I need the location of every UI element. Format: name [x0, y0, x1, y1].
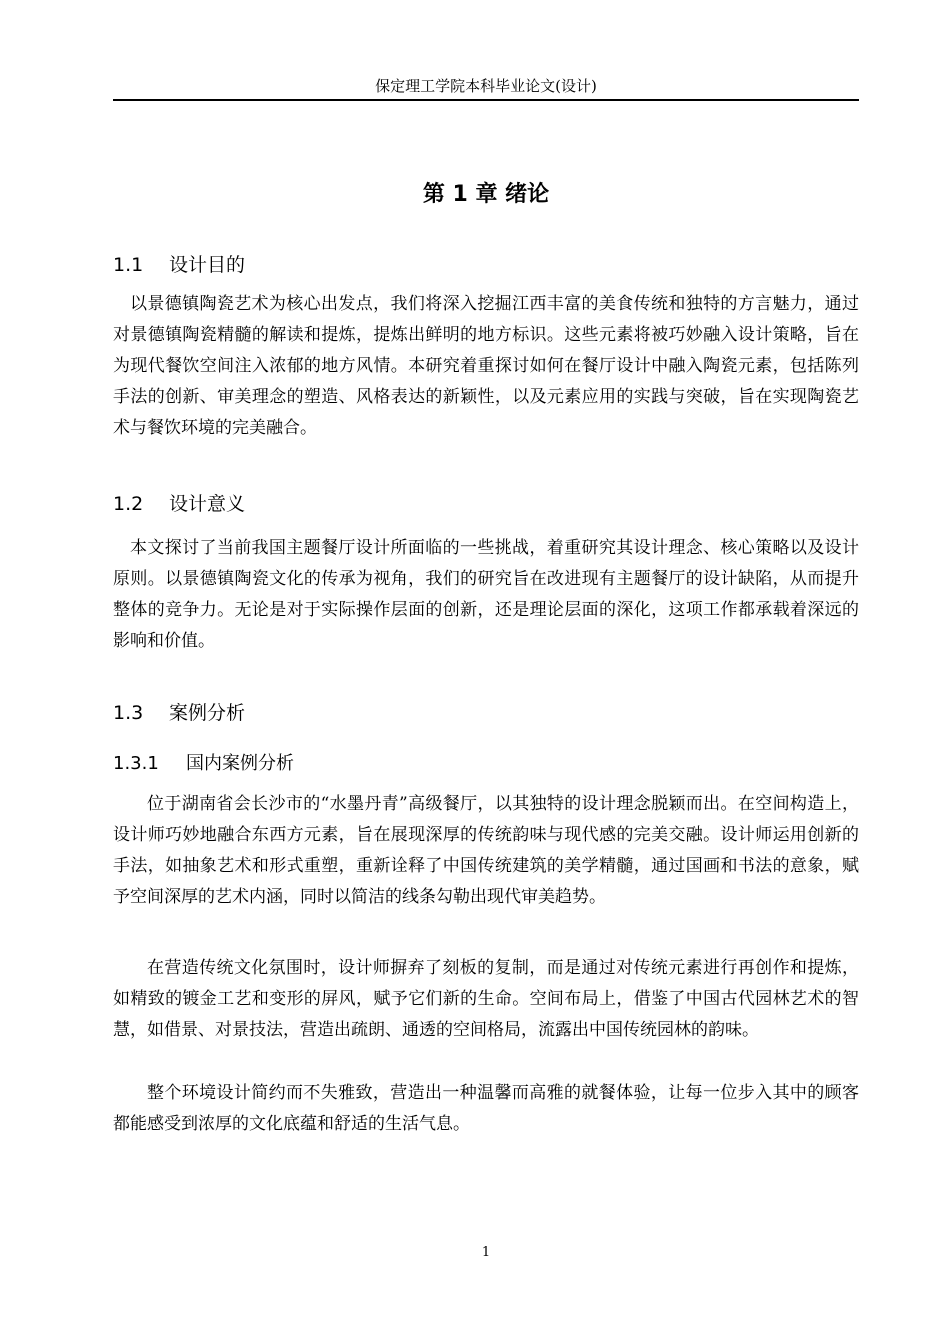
section-number: 1.3	[113, 702, 144, 724]
subsection-heading-1-3-1	[113, 752, 294, 776]
subsection-title: 国内案例分析	[186, 753, 294, 774]
paragraph-case-culture: 在营造传统文化氛围时，设计师摒弃了刻板的复制，而是通过对传统元素进行再创作和提炼，如精致的镀金工艺和变形的屏风，赋予它们新的生命。空间布局上，借鉴了中国古代园林艺术的智慧，如借景、对景技法，营造出疏朗、通透的空间格局，流露出中国传统园林的韵味。	[113, 958, 859, 1040]
section-number: 1.2	[113, 493, 144, 515]
paragraph-case-intro: 位于湖南省会长沙市的“水墨丹青”高级餐厅，以其独特的设计理念脱颖而出。在空间构造上，设计师巧妙地融合东西方元素，旨在展现深厚的传统韵味与现代感的完美交融。设计师运用创新的手法，如抽象艺术和形式重塑，重新诠释了中国传统建筑的美学精髓，通过国画和书法的意象，赋予空间深厚的艺术内涵，同时以简洁的线条勾勒出现代审美趋势。	[113, 794, 859, 907]
section-heading-1-3	[113, 700, 245, 726]
paragraph-design-purpose: 以景德镇陶瓷艺术为核心出发点，我们将深入挖掘江西丰富的美食传统和独特的方言魅力，通过对景德镇陶瓷精髓的解读和提炼，提炼出鲜明的地方标识。这些元素将被巧妙融入设计策略，旨在为现代餐饮空间注入浓郁的地方风情。本研究着重探讨如何在餐厅设计中融入陶瓷元素，包括陈列手法的创新、审美理念的塑造、风格表达的新颖性，以及元素应用的实践与突破，旨在实现陶瓷艺术与餐饮环境的完美融合。	[113, 294, 859, 438]
paragraph-case-environment: 整个环境设计简约而不失雅致，营造出一种温馨而高雅的就餐体验，让每一位步入其中的顾客都能感受到浓厚的文化底蕴和舒适的生活气息。	[113, 1083, 859, 1134]
section-number: 1.1	[113, 254, 144, 276]
section-heading-1-1	[113, 252, 245, 278]
subsection-number: 1.3.1	[113, 753, 159, 774]
chapter-title: 第 1 章 绪论	[422, 182, 550, 207]
page-number: 1	[481, 1245, 491, 1260]
page-header: 保定理工学院本科毕业论文(设计)	[375, 77, 597, 95]
section-title: 案例分析	[169, 702, 246, 724]
section-heading-1-2	[113, 491, 245, 517]
section-title: 设计目的	[169, 254, 246, 276]
paragraph-design-significance: 本文探讨了当前我国主题餐厅设计所面临的一些挑战，着重研究其设计理念、核心策略以及设计原则。以景德镇陶瓷文化的传承为视角，我们的研究旨在改进现有主题餐厅的设计缺陷，从而提升整体的竞争力。无论是对于实际操作层面的创新，还是理论层面的深化，这项工作都承载着深远的影响和价值。	[113, 538, 859, 651]
header-rule	[113, 99, 859, 101]
section-title: 设计意义	[169, 493, 246, 515]
